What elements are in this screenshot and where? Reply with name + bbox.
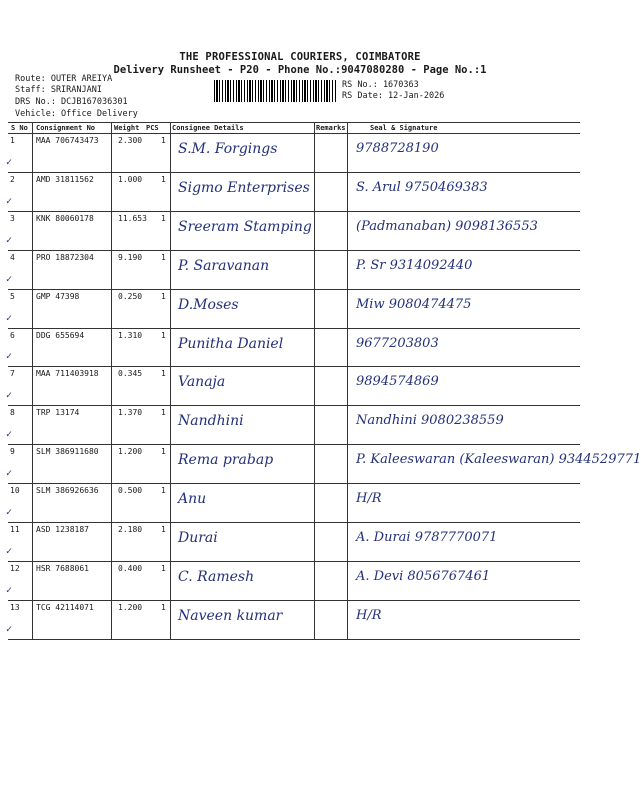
row-pcs: 1	[161, 602, 166, 612]
check-mark-icon: ✓	[6, 545, 13, 557]
row-divider	[8, 561, 580, 562]
row-sno: 11	[10, 525, 20, 534]
row-pcs: 1	[161, 291, 166, 301]
drs-label: DRS No.: DCJB167036301	[15, 97, 128, 107]
row-consignment-no: SLM 386926636	[36, 486, 99, 496]
row-signature: Nandhini 9080238559	[356, 413, 504, 429]
row-weight: 1.200	[118, 602, 143, 612]
row-sno: 1	[10, 136, 15, 145]
row-divider	[8, 172, 580, 173]
col-header-consignment: Consignment No	[36, 124, 96, 132]
row-consignment-no: ASD 1238187	[36, 525, 89, 534]
row-pcs: 1	[161, 408, 166, 418]
table-top-border	[8, 122, 580, 123]
row-divider	[8, 483, 580, 484]
row-divider	[8, 250, 580, 251]
row-pcs: 1	[161, 136, 166, 145]
row-signature: 9677203803	[356, 335, 439, 351]
row-consignee: Durai	[178, 530, 218, 546]
row-weight: 9.190	[118, 252, 143, 262]
rs-date: RS Date: 12-Jan-2026	[342, 91, 445, 101]
row-consignee: D.Moses	[178, 296, 239, 313]
row-divider	[8, 289, 580, 290]
check-mark-icon: ✓	[6, 273, 13, 285]
col-header-signature: Seal & Signature	[370, 124, 438, 132]
row-pcs: 1	[161, 486, 166, 496]
check-mark-icon: ✓	[6, 156, 13, 168]
row-consignee: Sreeram Stamping	[178, 218, 312, 235]
row-sno: 9	[10, 447, 15, 457]
row-weight: 0.500	[118, 486, 143, 496]
check-mark-icon: ✓	[6, 507, 13, 518]
row-consignee: P. Saravanan	[178, 257, 270, 274]
row-pcs: 1	[161, 447, 166, 457]
row-consignee: Sigmo Enterprises	[178, 179, 310, 196]
row-weight: 1.310	[118, 330, 143, 340]
row-divider	[8, 600, 580, 601]
row-consignee: S.M. Forgings	[178, 141, 278, 157]
col-header-consignee: Consignee Details	[172, 124, 244, 132]
row-pcs: 1	[161, 563, 166, 573]
row-consignment-no: SLM 386911680	[36, 447, 99, 457]
row-consignee: Rema prabap	[178, 452, 274, 469]
check-mark-icon: ✓	[6, 429, 13, 441]
row-signature: (Padmanaban) 9098136553	[356, 218, 538, 234]
row-pcs: 1	[161, 252, 166, 262]
row-weight: 1.200	[118, 447, 143, 457]
row-sno: 12	[10, 563, 20, 573]
rs-number: RS No.: 1670363	[342, 80, 419, 90]
row-consignment-no: DDG 655694	[36, 330, 85, 340]
row-sno: 7	[10, 369, 15, 379]
check-mark-icon: ✓	[6, 468, 13, 480]
row-pcs: 1	[161, 174, 166, 184]
row-pcs: 1	[161, 213, 166, 223]
row-consignee: Vanaja	[178, 374, 226, 391]
row-sno: 10	[10, 486, 20, 496]
row-signature: H/R	[356, 607, 382, 623]
check-mark-icon: ✓	[6, 195, 13, 207]
document-subtitle: Delivery Runsheet - P20 - Phone No.:9047080280 - Page No.:1	[113, 64, 487, 76]
row-divider	[8, 639, 580, 640]
row-divider	[8, 366, 580, 367]
row-weight: 11.653	[118, 213, 147, 223]
col-header-sno: S No	[11, 124, 28, 132]
row-divider	[8, 444, 580, 445]
row-consignment-no: TRP 13174	[36, 408, 80, 418]
row-weight: 2.300	[118, 136, 143, 145]
row-consignee: Punitha Daniel	[178, 335, 284, 352]
staff-label: Staff: SRIRANJANI	[15, 85, 102, 95]
row-consignment-no: HSR 7688061	[36, 563, 89, 573]
row-consignment-no: PRO 18872304	[36, 252, 94, 262]
row-consignee: Naveen kumar	[178, 607, 283, 624]
row-consignee: Nandhini	[178, 413, 244, 430]
row-signature: S. Arul 9750469383	[356, 179, 488, 195]
row-consignment-no: GMP 47398	[36, 291, 80, 301]
row-divider	[8, 522, 580, 523]
row-signature: A. Durai 9787770071	[356, 530, 498, 545]
row-sno: 5	[10, 291, 15, 301]
row-consignment-no: AMD 31811562	[36, 174, 94, 184]
row-weight: 0.345	[118, 369, 143, 379]
row-sno: 2	[10, 174, 15, 184]
row-signature: 9894574869	[356, 374, 439, 390]
check-mark-icon: ✓	[6, 312, 13, 324]
row-sno: 8	[10, 408, 15, 418]
check-mark-icon: ✓	[6, 623, 13, 635]
row-signature: P. Sr 9314092440	[356, 257, 473, 273]
table-header-border	[8, 133, 580, 134]
check-mark-icon: ✓	[6, 234, 13, 246]
check-mark-icon: ✓	[6, 584, 13, 596]
row-sno: 4	[10, 252, 15, 262]
row-weight: 1.000	[118, 174, 143, 184]
col-header-weight: Weight	[114, 124, 140, 132]
document-title: THE PROFESSIONAL COURIERS, COIMBATORE	[179, 51, 421, 63]
row-signature: H/R	[356, 491, 382, 507]
col-header-remarks: Remarks	[316, 124, 346, 132]
row-consignment-no: MAA 706743473	[36, 136, 99, 145]
row-pcs: 1	[161, 369, 166, 379]
col-header-pcs: PCS	[146, 124, 159, 132]
check-mark-icon: ✓	[6, 390, 13, 402]
route-label: Route: OUTER AREIYA	[15, 74, 113, 84]
row-consignment-no: KNK 80060178	[36, 213, 94, 223]
row-divider	[8, 405, 580, 406]
row-divider	[8, 328, 580, 329]
row-signature: Miw 9080474475	[356, 296, 472, 312]
row-weight: 0.400	[118, 563, 143, 573]
check-mark-icon: ✓	[6, 351, 13, 363]
vehicle-label: Vehicle: Office Delivery	[15, 109, 138, 119]
row-weight: 1.370	[118, 408, 143, 418]
row-signature: 9788728190	[356, 141, 439, 156]
row-signature: A. Devi 8056767461	[356, 568, 491, 584]
row-weight: 2.180	[118, 525, 143, 534]
row-weight: 0.250	[118, 291, 143, 301]
row-signature: P. Kaleeswaran (Kaleeswaran) 9344529771	[356, 452, 641, 468]
row-consignee: Anu	[178, 491, 207, 508]
row-consignment-no: MAA 711403918	[36, 369, 99, 379]
row-sno: 13	[10, 602, 20, 612]
row-consignee: C. Ramesh	[178, 568, 255, 585]
row-sno: 6	[10, 330, 15, 340]
row-pcs: 1	[161, 525, 166, 534]
row-consignment-no: TCG 42114071	[36, 602, 94, 612]
barcode	[214, 80, 336, 102]
row-sno: 3	[10, 213, 15, 223]
row-pcs: 1	[161, 330, 166, 340]
row-divider	[8, 211, 580, 212]
